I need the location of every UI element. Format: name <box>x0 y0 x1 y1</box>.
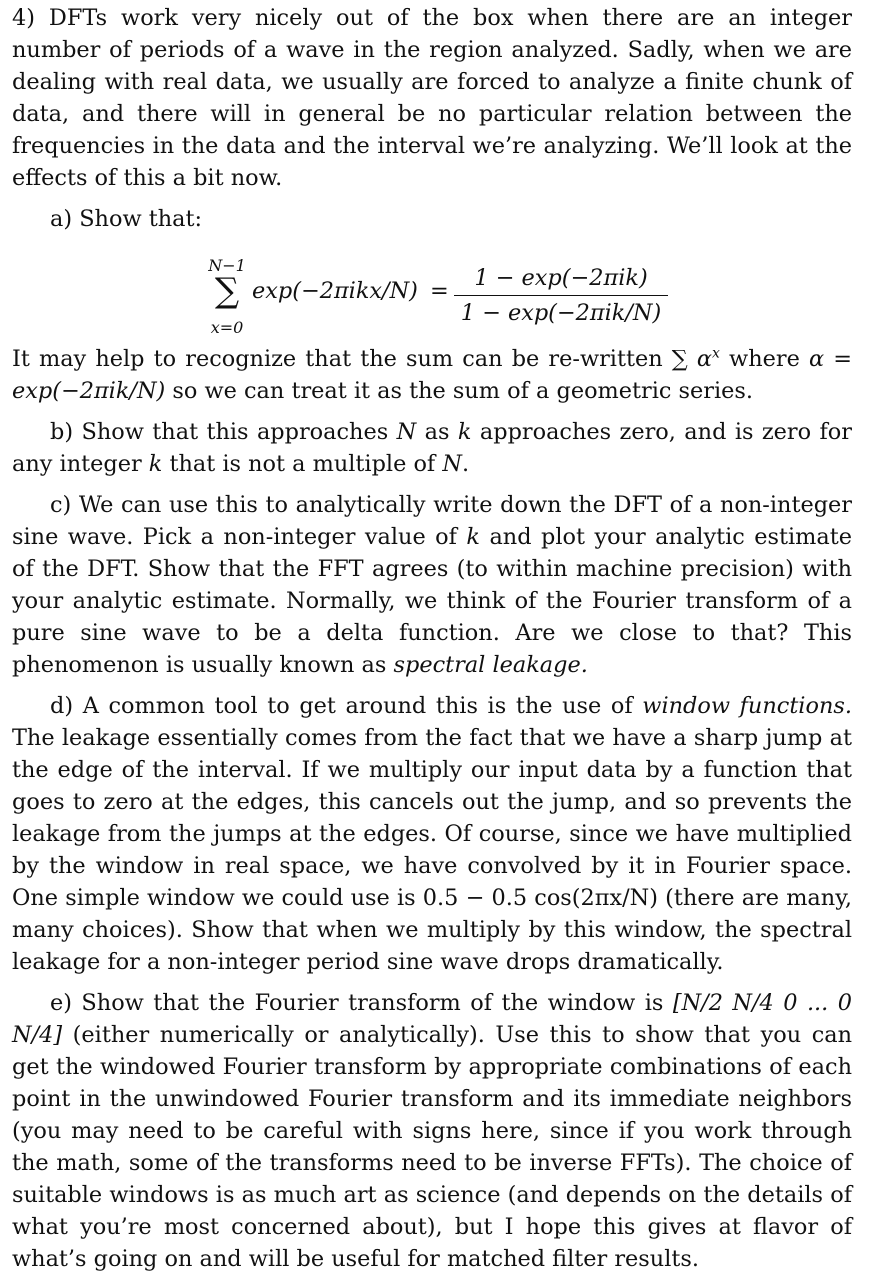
part-d-text-1: d) A common tool to get around this is the use of <box>50 693 643 719</box>
problem-page <box>12 2 852 1275</box>
part-b-N2: N <box>442 451 462 477</box>
hint-alpha: α = <box>808 346 852 372</box>
fraction <box>454 263 668 328</box>
part-b-text-4: that is not a multiple of <box>162 451 443 477</box>
part-b-N: N <box>396 419 417 445</box>
hint-text-2: where <box>719 346 809 372</box>
window-formula: 0.5 − 0.5 cos(2πx/N) <box>422 885 658 911</box>
part-a-lead-text: a) Show that: <box>50 206 203 232</box>
sum-upper-limit: N−1 <box>208 256 246 275</box>
part-c-text-2: and plot your analytic estimate of the DFT. Show that the FFT agrees (to within machine precision) with your analytic estimate. Normally, we think of the Fourier transform of a pure sine wave to be a delta function. Are we close to that? This phenomenon is usually known as <box>12 524 852 678</box>
window-functions-term: window functions. <box>642 693 852 719</box>
part-a-lead <box>12 203 852 235</box>
fraction-numerator: 1 − exp(−2πik) <box>474 265 648 291</box>
part-e-paragraph <box>12 987 852 1275</box>
intro-paragraph <box>12 2 852 194</box>
hint-exp: exp(−2πik/N) <box>12 378 166 404</box>
spectral-leakage-term: spectral leakage. <box>393 652 588 678</box>
part-e-text-1: e) Show that the Fourier transform of the window is <box>50 990 673 1016</box>
part-b-k: k <box>457 419 472 445</box>
part-b-text-3: approaches zero, and is zero for any integer <box>12 419 852 477</box>
part-e-text-2: (either numerically or analytically). Use this to show that you can get the windowed Fourier transform by appropriate combinations of each point in the unwindowed Fourier transform and its immediate neighbors (you may need to be careful with signs here, since if you work through the math, some of the transforms need to be inverse FFTs). The choice of suitable windows is as much art as science (and depends on the details of what you’re most concerned about), but I hope this gives at flavor of what’s going on and will be useful for matched filter results. <box>12 1022 852 1272</box>
part-c-k: k <box>466 524 480 550</box>
hint-sum: ∑ α <box>671 346 713 372</box>
part-d-text-3: (there are many, many choices). Show that when we multiply by this window, the spectral leakage for a non-integer period sine wave drops dramatically. <box>12 885 852 975</box>
fraction-denominator: 1 − exp(−2πik/N) <box>460 300 662 326</box>
hint-sup: x <box>712 345 720 362</box>
sum-equation <box>12 235 852 343</box>
part-d-paragraph <box>12 690 852 978</box>
part-b-text-5: . <box>461 451 470 477</box>
sum-symbol: ∑ <box>214 271 240 311</box>
part-a-hint <box>12 343 852 407</box>
hint-text-1: It may help to recognize that the sum can be re-written <box>12 346 672 372</box>
sum-term: exp(−2πikx/N) <box>252 278 418 304</box>
part-c-text-1: c) We can use this to analytically write down the DFT of a non-integer sine wave. Pick a non-integer value of <box>12 492 852 550</box>
sum-lower-limit: x=0 <box>210 318 244 337</box>
part-d-text-2: The leakage essentially comes from the fact that we have a sharp jump at the edge of the interval. If we multiply our input data by a function that goes to zero at the edges, this cancels out the jump, and so prevents the leakage from the jumps at the edges. Of course, since we have multiplied by the window in real space, we have convolved by it in Fourier space. One simple window we could use is <box>12 725 852 911</box>
part-b-k2: k <box>148 451 163 477</box>
part-c-paragraph <box>12 489 852 681</box>
part-b-paragraph <box>12 416 852 480</box>
intro-text: 4) DFTs work very nicely out of the box when there are an integer number of periods of a wave in the region analyzed. Sadly, when we are dealing with real data, we usually are forced to analyze a finite chunk of data, and there will in general be no particular relation between the frequencies in the data and the interval we’re analyzing. We’ll look at the effects of this a bit now. <box>12 5 852 191</box>
hint-text-3: so we can treat it as the sum of a geometric series. <box>165 378 754 404</box>
equals-sign: = <box>430 278 449 304</box>
part-b-text-2: as <box>416 419 458 445</box>
part-b-text-1: b) Show that this approaches <box>50 419 397 445</box>
fraction-bar <box>454 295 668 296</box>
window-transform-vector: [N/2 N/4 0 ... 0 N/4] <box>12 990 852 1048</box>
